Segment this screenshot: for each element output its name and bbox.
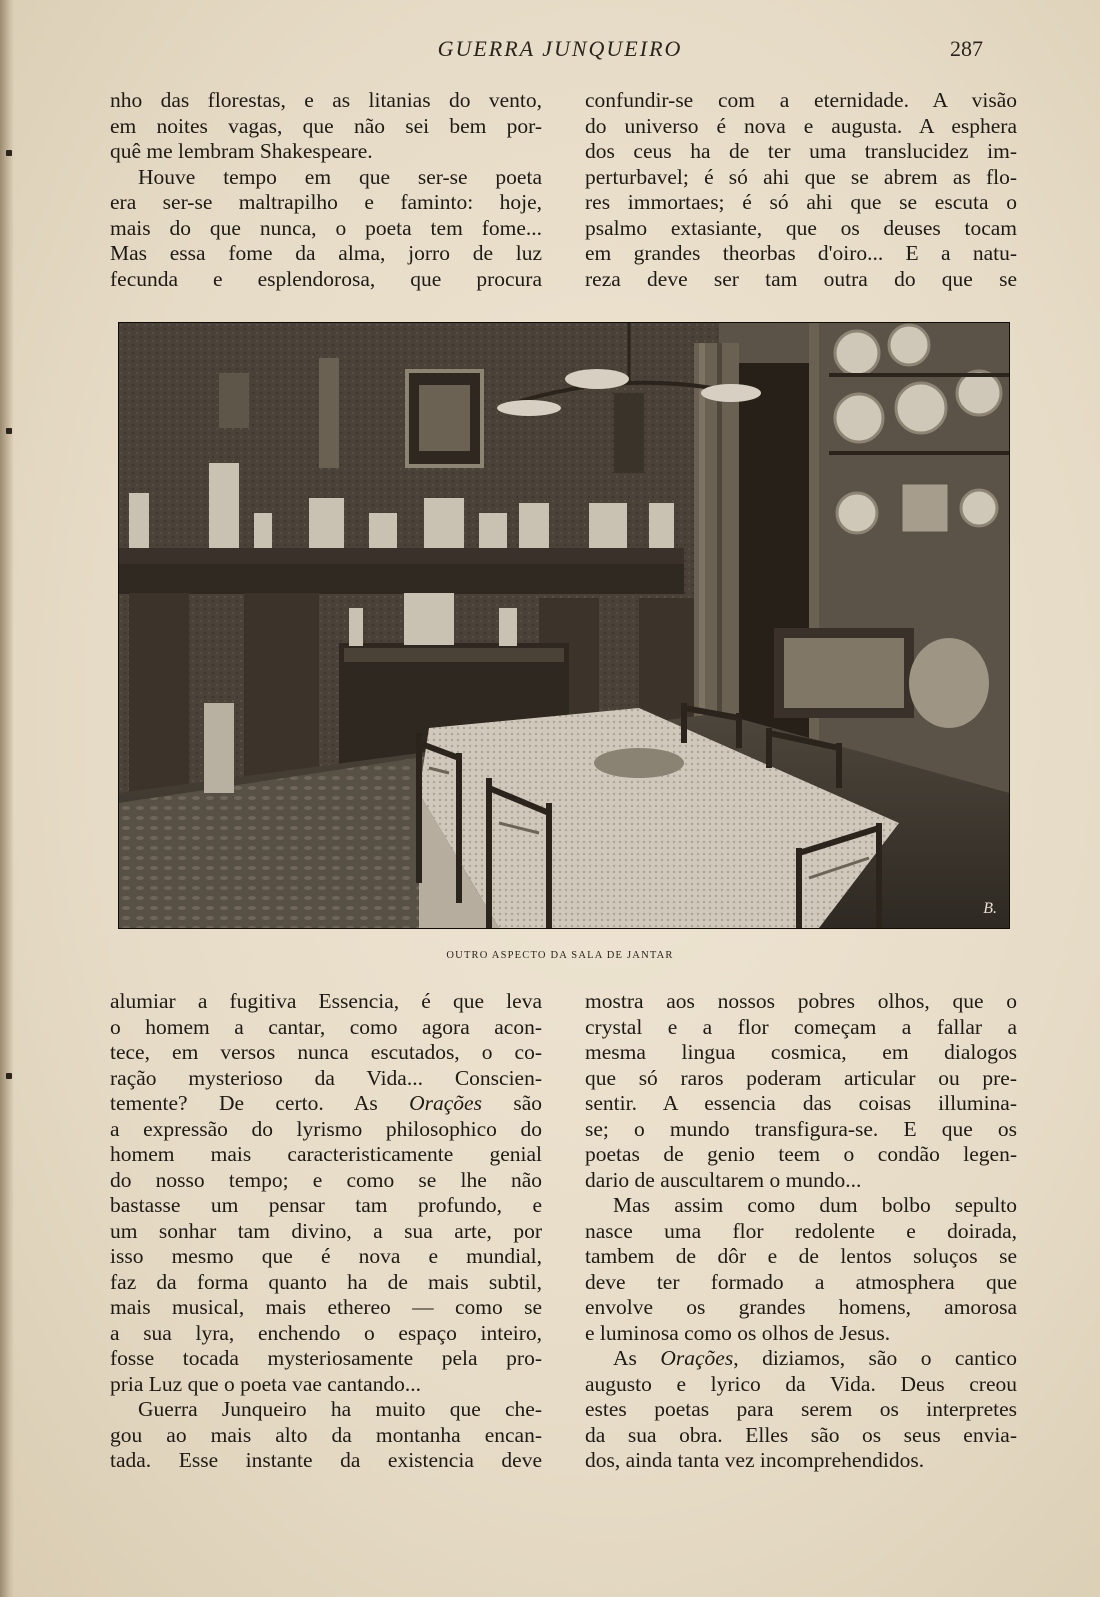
text-line: mesma lingua cosmica, em dialogos (585, 1040, 1017, 1064)
text-line: deve ter formado a atmosphera que (585, 1269, 1017, 1294)
text-fragment: temente? De certo. As (110, 1091, 410, 1115)
text-line: do universo é nova e augusta. A esphera (585, 113, 1017, 138)
text-line: crystal e a flor começam a fallar a (585, 1014, 1017, 1039)
text-line: confundir-se com a eternidade. A visão (585, 88, 1017, 112)
column-left-top (110, 88, 542, 292)
binding-hole (6, 1073, 12, 1079)
text-line: Mas essa fome da alma, jorro de luz (110, 241, 542, 265)
column-right-top (585, 88, 1017, 292)
text-line: res immortaes; é só ahi que se escuta o (585, 190, 1017, 214)
text-line: que só raros poderam articular ou pre- (585, 1065, 1017, 1090)
text-line (110, 1091, 542, 1117)
text-line: Houve tempo em que ser-se poeta (138, 164, 542, 189)
text-line: tece, em versos nunca escutados, o co- (110, 1040, 542, 1064)
text-line: a expressão do lyrismo philosophico do (110, 1116, 542, 1141)
text-line: ração mysterioso da Vida... Conscien- (110, 1065, 542, 1090)
text-fragment: são (481, 1091, 542, 1115)
text-line: homem mais caracteristicamente genial (110, 1142, 542, 1166)
text-line: mais musical, mais ethereo — como se (110, 1295, 542, 1319)
dining-room-photograph (118, 322, 1010, 929)
text-line: poetas de genio teem o condão legen- (585, 1142, 1017, 1166)
text-line: envolve os grandes homens, amorosa (585, 1295, 1017, 1319)
text-line: se; o mundo transfigura-se. E que os (585, 1116, 1017, 1141)
text-line: augusto e lyrico da Vida. Deus creou (585, 1371, 1017, 1396)
text-line: gou ao mais alto da montanha encan- (110, 1422, 542, 1447)
text-line: era ser-se maltrapilho e faminto: hoje, (110, 190, 542, 214)
column-left-bottom (110, 989, 542, 1474)
text-line: tambem de dôr e de lentos soluços se (585, 1244, 1017, 1268)
binding-edge (0, 0, 14, 1597)
text-line: fecunda e esplendorosa, que procura (110, 266, 542, 291)
text-line: reza deve ser tam outra do que se (585, 266, 1017, 291)
text-line: e luminosa como os olhos de Jesus. (585, 1320, 891, 1345)
column-right-bottom (585, 989, 1017, 1474)
text-line: em grandes theorbas d'oiro... E a natu- (585, 241, 1017, 265)
text-line: do nosso tempo; e como se lhe não (110, 1167, 542, 1192)
text-line: psalmo extasiante, que os deuses tocam (585, 215, 1017, 240)
text-line: Mas assim como dum bolbo sepulto (613, 1193, 1017, 1217)
photographer-signature: B. (983, 900, 997, 917)
text-line: fosse tocada mysteriosamente pela pro- (110, 1346, 542, 1370)
text-line: o homem a cantar, como agora acon- (110, 1014, 542, 1039)
emphasis-title: Orações (660, 1346, 734, 1370)
text-line: pria Luz que o poeta vae cantando... (110, 1371, 422, 1396)
text-line (585, 1346, 1017, 1372)
text-fragment: As (613, 1346, 661, 1370)
text-line: sentir. A essencia das coisas illumina- (585, 1091, 1017, 1115)
running-head: GUERRA JUNQUEIRO (437, 36, 683, 61)
text-line: dario de auscultarem o mundo... (585, 1167, 862, 1192)
text-line: mostra aos nossos pobres olhos, que o (585, 989, 1017, 1013)
binding-hole (6, 428, 12, 434)
text-line: quê me lembram Shakespeare. (110, 139, 373, 163)
text-line: da sua obra. Elles são os seus envia- (585, 1422, 1017, 1447)
text-line: nho das florestas, e as litanias do vento, (110, 88, 542, 112)
text-line: isso mesmo que é nova e mundial, (110, 1244, 542, 1268)
emphasis-title: Orações (409, 1091, 482, 1115)
binding-hole (6, 150, 12, 156)
text-fragment: , diziamos, são o cantico (733, 1346, 1017, 1370)
text-line: perturbavel; é só ahi que se abrem as flo- (585, 164, 1017, 189)
text-line: mais do que nunca, o poeta tem fome... (110, 215, 542, 240)
text-line: nasce uma flor redolente e doirada, (585, 1218, 1017, 1243)
text-line: dos ceus ha de ter uma translucidez im- (585, 139, 1017, 163)
photo-illustration (119, 323, 1009, 928)
text-line: faz da forma quanto ha de mais subtil, (110, 1269, 542, 1294)
page-number: 287 (950, 36, 983, 61)
text-line: tada. Esse instante da existencia deve (110, 1448, 542, 1472)
text-line: a sua lyra, enchendo o espaço inteiro, (110, 1320, 542, 1345)
text-line: alumiar a fugitiva Essencia, é que leva (110, 989, 542, 1013)
figure-caption: OUTRO ASPECTO DA SALA DE JANTAR (446, 950, 674, 961)
text-line: dos, ainda tanta vez incomprehendidos. (585, 1448, 925, 1472)
text-line: estes poetas para serem os interpretes (585, 1397, 1017, 1421)
text-line: bastasse um pensar tam profundo, e (110, 1193, 542, 1217)
text-line: em noites vagas, que não sei bem por- (110, 113, 542, 138)
text-line: um sonhar tam divino, a sua arte, por (110, 1218, 542, 1243)
text-line: Guerra Junqueiro ha muito que che- (138, 1397, 542, 1421)
